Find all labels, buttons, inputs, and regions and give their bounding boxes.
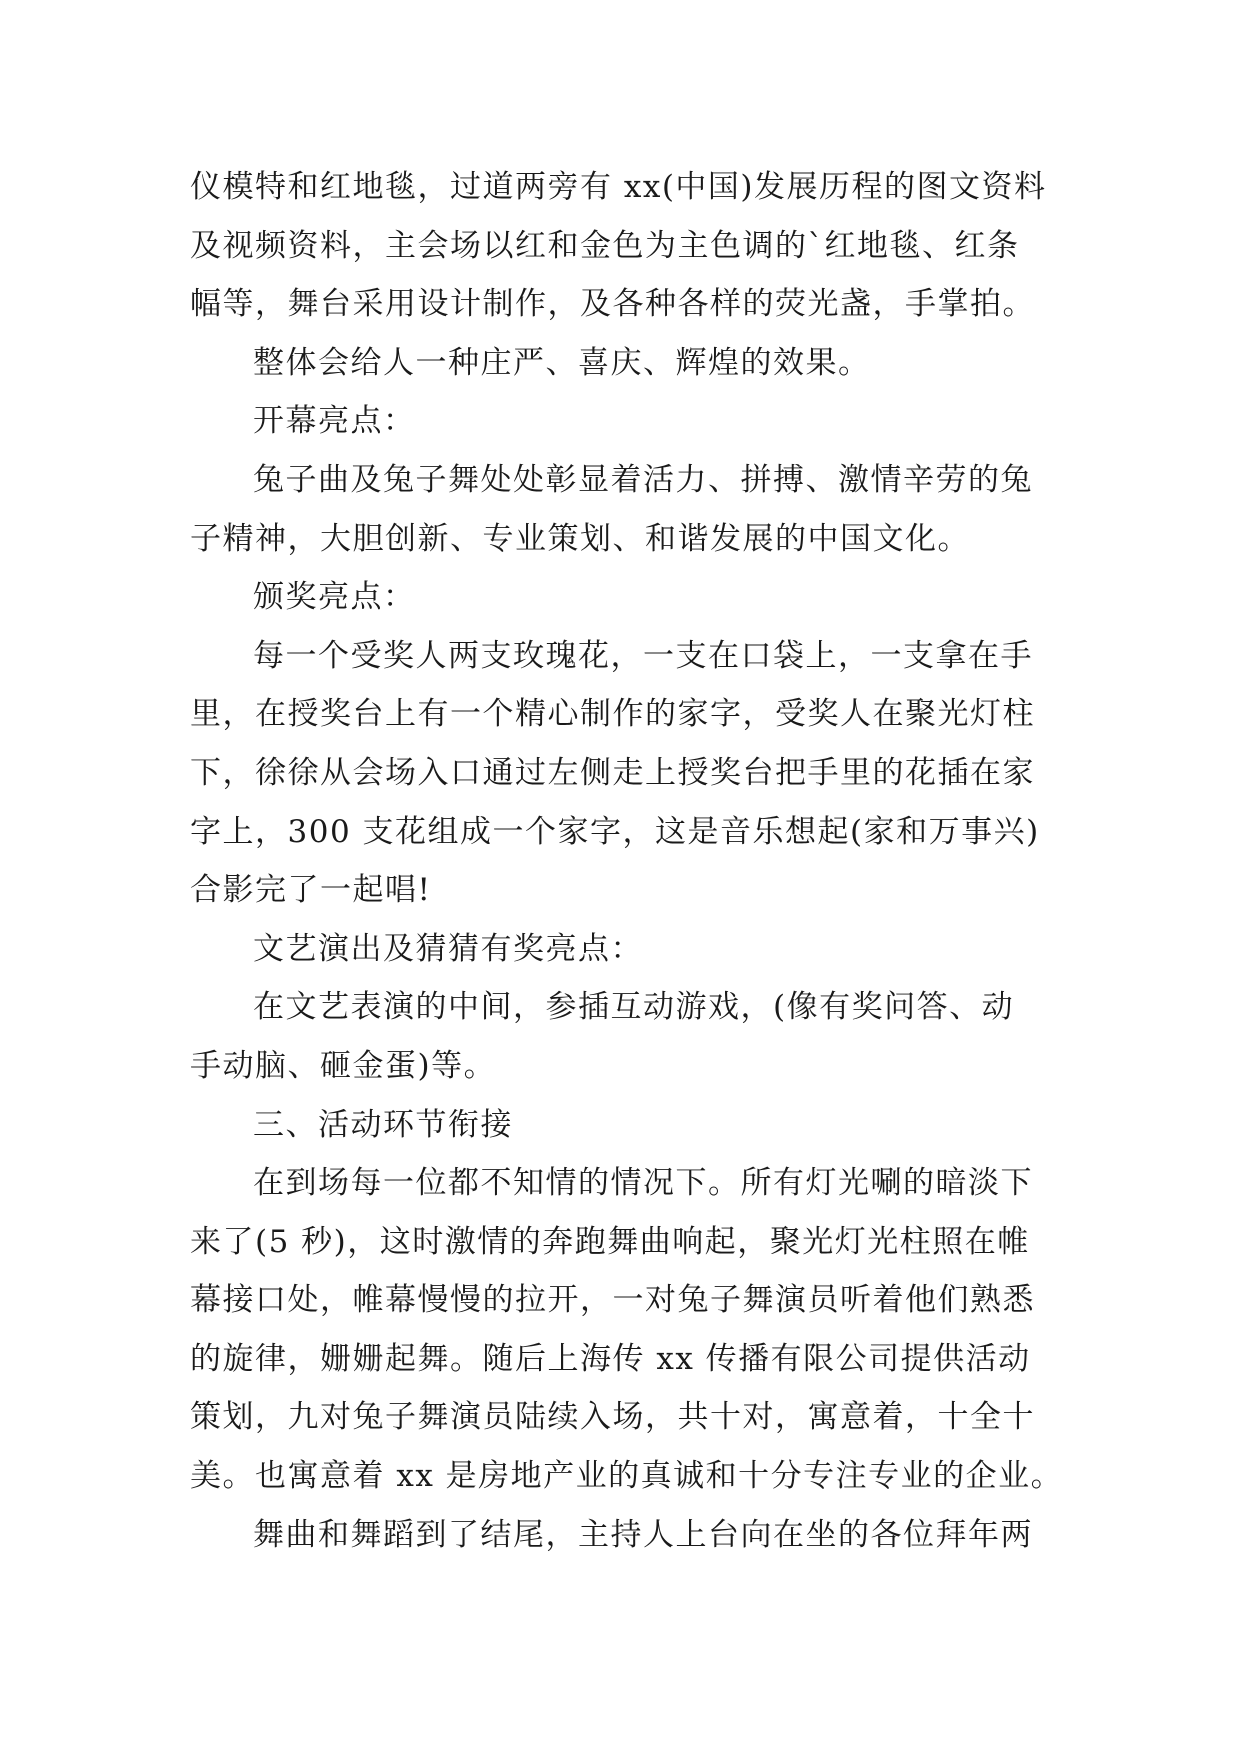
text-line: 幅等，舞台采用设计制作，及各种各样的荧光盏，手掌拍。	[190, 286, 1035, 323]
text-line: 仪模特和红地毯，过道两旁有 xx(中国)发展历程的图文资料	[190, 169, 1047, 205]
text-line: 来了(5 秒)，这时激情的奔跑舞曲响起，聚光灯光柱照在帷	[190, 1223, 1030, 1260]
section-heading: 颁奖亮点：	[253, 579, 416, 616]
section-heading: 开幕亮点：	[253, 403, 416, 440]
text-line: 合影完了一起唱!	[190, 872, 432, 909]
text-line: 里，在授奖台上有一个精心制作的家字，受奖人在聚光灯柱	[190, 696, 1035, 733]
section-heading: 文艺演出及猜猜有奖亮点：	[253, 930, 643, 967]
text-line: 子精神，大胆创新、专业策划、和谐发展的中国文化。	[190, 520, 970, 557]
section-heading: 三、活动环节衔接	[253, 1106, 513, 1143]
paragraph-start-line: 兔子曲及兔子舞处处彰显着活力、拼搏、激情辛劳的兔	[253, 461, 1033, 498]
paragraph-start-line: 在文艺表演的中间，参插互动游戏，(像有奖问答、动	[253, 989, 1015, 1026]
text-line: 及视频资料，主会场以红和金色为主色调的`红地毯、红条	[190, 227, 1020, 264]
text-line: 下，徐徐从会场入口通过左侧走上授奖台把手里的花插在家	[190, 754, 1035, 791]
text-line: 策划，九对兔子舞演员陆续入场，共十对，寓意着，十全十	[190, 1399, 1035, 1436]
text-line: 的旋律，姗姗起舞。随后上海传 xx 传播有限公司提供活动	[190, 1340, 1031, 1377]
paragraph-start-line: 每一个受奖人两支玫瑰花，一支在口袋上，一支拿在手	[253, 637, 1033, 674]
text-line: 字上，300 支花组成一个家字，这是音乐想起(家和万事兴)	[190, 813, 1040, 850]
document-body	[190, 158, 1064, 1564]
text-line: 幕接口处，帷幕慢慢的拉开，一对兔子舞演员听着他们熟悉	[190, 1282, 1035, 1319]
paragraph-start-line: 整体会给人一种庄严、喜庆、辉煌的效果。	[253, 344, 871, 381]
text-line: 美。也寓意着 xx 是房地产业的真诚和十分专注专业的企业。	[190, 1458, 1064, 1495]
paragraph-start-line: 舞曲和舞蹈到了结尾，主持人上台向在坐的各位拜年两	[253, 1516, 1033, 1553]
paragraph-start-line: 在到场每一位都不知情的情况下。所有灯光唰的暗淡下	[253, 1165, 1033, 1202]
text-line: 手动脑、砸金蛋)等。	[190, 1047, 497, 1084]
